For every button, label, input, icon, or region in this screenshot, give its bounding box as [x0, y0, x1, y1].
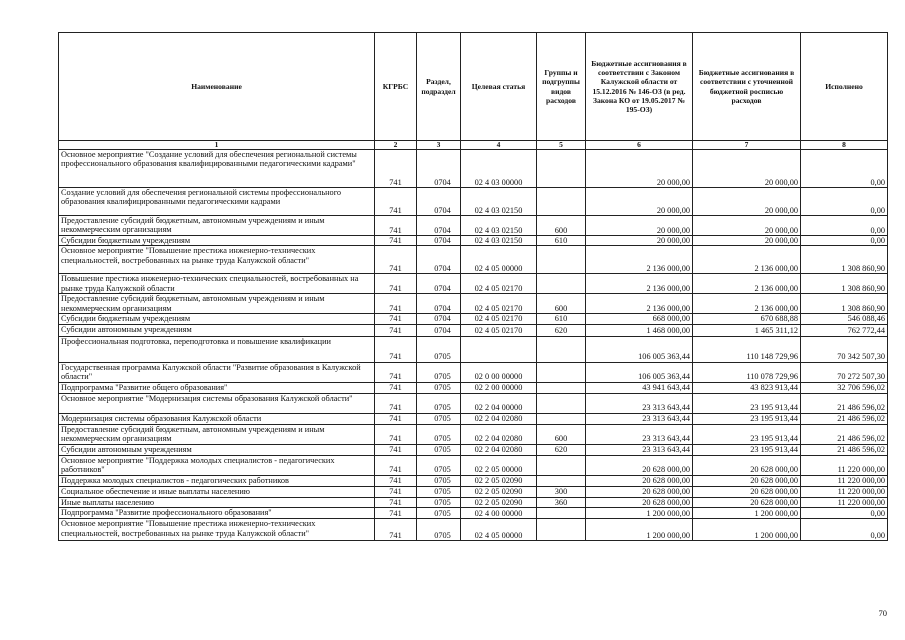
row-executed: 70 272 507,30 — [801, 362, 888, 382]
row-group — [537, 246, 586, 274]
row-kgrbs: 741 — [375, 413, 417, 424]
table-row — [59, 455, 888, 475]
row-section: 0705 — [417, 393, 461, 413]
table-row — [59, 413, 888, 424]
row-name: Субсидии автономным учреждениям — [59, 444, 375, 455]
row-group — [537, 382, 586, 393]
table-row — [59, 475, 888, 486]
row-kgrbs: 741 — [375, 393, 417, 413]
row-budget: 1 468 000,00 — [586, 324, 693, 336]
row-article: 02 2 04 00000 — [461, 393, 537, 413]
row-name: Повышение престижа инженерно-технических специальностей, востребованных на рынке труда Калужской области — [59, 274, 375, 294]
row-name: Государственная программа Калужской области "Развитие образования в Калужской области" — [59, 362, 375, 382]
row-section: 0705 — [417, 382, 461, 393]
row-group — [537, 475, 586, 486]
row-section: 0705 — [417, 508, 461, 519]
row-group: 600 — [537, 294, 586, 314]
row-name: Субсидии бюджетным учреждениям — [59, 314, 375, 324]
table-row — [59, 497, 888, 507]
row-name: Создание условий для обеспечения региональной системы профессионального образования квалифицированными педагогическими кадрами — [59, 188, 375, 216]
row-name: Иные выплаты населению — [59, 497, 375, 507]
table-row — [59, 444, 888, 455]
row-group — [537, 508, 586, 519]
row-executed: 0,00 — [801, 519, 888, 541]
header-name: Наименование — [59, 33, 375, 141]
row-article: 02 4 05 02170 — [461, 324, 537, 336]
row-refined: 670 688,88 — [693, 314, 801, 324]
row-kgrbs: 741 — [375, 519, 417, 541]
row-section: 0705 — [417, 424, 461, 444]
row-budget: 668 000,00 — [586, 314, 693, 324]
row-name: Поддержка молодых специалистов - педагогических работников — [59, 475, 375, 486]
row-article: 02 4 03 02150 — [461, 188, 537, 216]
row-name: Основное мероприятие "Повышение престижа инженерно-технических специальностей, востребованных на рынке труда Калужской области" — [59, 519, 375, 541]
row-refined: 20 628 000,00 — [693, 475, 801, 486]
row-executed: 21 486 596,02 — [801, 413, 888, 424]
table-row — [59, 382, 888, 393]
row-article: 02 2 04 02080 — [461, 424, 537, 444]
row-name: Основное мероприятие "Повышение престижа инженерно-технических специальностей, востребованных на рынке труда Калужской области" — [59, 246, 375, 274]
row-executed: 0,00 — [801, 150, 888, 188]
table-row — [59, 150, 888, 188]
row-name: Основное мероприятие "Модернизация системы образования Калужской области" — [59, 393, 375, 413]
column-number: 4 — [461, 141, 537, 150]
row-refined: 23 195 913,44 — [693, 424, 801, 444]
row-kgrbs: 741 — [375, 486, 417, 497]
column-number: 5 — [537, 141, 586, 150]
row-executed: 546 088,46 — [801, 314, 888, 324]
row-kgrbs: 741 — [375, 362, 417, 382]
row-kgrbs: 741 — [375, 508, 417, 519]
row-budget: 23 313 643,44 — [586, 444, 693, 455]
table-row — [59, 294, 888, 314]
row-refined: 23 195 913,44 — [693, 413, 801, 424]
row-executed: 1 308 860,90 — [801, 246, 888, 274]
row-executed: 21 486 596,02 — [801, 444, 888, 455]
row-kgrbs: 741 — [375, 324, 417, 336]
row-kgrbs: 741 — [375, 336, 417, 362]
row-refined: 1 465 311,12 — [693, 324, 801, 336]
row-group — [537, 455, 586, 475]
row-executed: 11 220 000,00 — [801, 486, 888, 497]
row-kgrbs: 741 — [375, 294, 417, 314]
row-name: Модернизация системы образования Калужской области — [59, 413, 375, 424]
table-row — [59, 508, 888, 519]
row-name: Основное мероприятие "Создание условий для обеспечения региональной системы профессионального образования квалифицированными педагогическими кадрами" — [59, 150, 375, 188]
table-row — [59, 236, 888, 246]
row-kgrbs: 741 — [375, 314, 417, 324]
row-refined: 2 136 000,00 — [693, 274, 801, 294]
row-refined: 110 078 729,96 — [693, 362, 801, 382]
header-group: Группы и подгруппы видов расходов — [537, 33, 586, 141]
row-kgrbs: 741 — [375, 382, 417, 393]
row-name: Профессиональная подготовка, переподготовка и повышение квалификации — [59, 336, 375, 362]
row-group — [537, 393, 586, 413]
row-refined: 20 628 000,00 — [693, 497, 801, 507]
header-row — [59, 33, 888, 141]
row-refined: 20 000,00 — [693, 216, 801, 236]
table-row — [59, 336, 888, 362]
row-executed: 0,00 — [801, 188, 888, 216]
row-article: 02 2 04 02080 — [461, 444, 537, 455]
table-row — [59, 324, 888, 336]
header-section: Раздел, подраздел — [417, 33, 461, 141]
row-executed: 70 342 507,30 — [801, 336, 888, 362]
row-refined: 1 200 000,00 — [693, 519, 801, 541]
row-name: Подпрограмма "Развитие общего образования" — [59, 382, 375, 393]
row-article — [461, 336, 537, 362]
row-group: 620 — [537, 444, 586, 455]
row-budget: 106 005 363,44 — [586, 362, 693, 382]
row-name: Подпрограмма "Развитие профессионального образования" — [59, 508, 375, 519]
row-article: 02 2 05 02090 — [461, 475, 537, 486]
row-name: Предоставление субсидий бюджетным, автономным учреждениям и иным некоммерческим организациям — [59, 294, 375, 314]
row-budget: 23 313 643,44 — [586, 424, 693, 444]
page-number: 70 — [878, 608, 887, 618]
row-kgrbs: 741 — [375, 475, 417, 486]
header-refined: Бюджетные ассигнования в соответствии с уточненной бюджетной росписью расходов — [693, 33, 801, 141]
row-budget: 20 628 000,00 — [586, 486, 693, 497]
row-section: 0704 — [417, 236, 461, 246]
row-executed: 0,00 — [801, 216, 888, 236]
row-section: 0704 — [417, 324, 461, 336]
row-refined: 23 195 913,44 — [693, 393, 801, 413]
row-group — [537, 336, 586, 362]
row-budget: 43 941 643,44 — [586, 382, 693, 393]
row-executed: 32 706 596,02 — [801, 382, 888, 393]
row-budget: 20 628 000,00 — [586, 475, 693, 486]
row-executed: 0,00 — [801, 508, 888, 519]
row-budget: 20 000,00 — [586, 216, 693, 236]
row-article: 02 4 03 02150 — [461, 216, 537, 236]
row-kgrbs: 741 — [375, 150, 417, 188]
row-article: 02 4 05 00000 — [461, 519, 537, 541]
row-name: Субсидии бюджетным учреждениям — [59, 236, 375, 246]
row-budget: 2 136 000,00 — [586, 274, 693, 294]
column-number: 1 — [59, 141, 375, 150]
row-article: 02 2 04 02080 — [461, 413, 537, 424]
row-kgrbs: 741 — [375, 497, 417, 507]
row-name: Субсидии автономным учреждениям — [59, 324, 375, 336]
row-name: Предоставление субсидий бюджетным, автономным учреждениям и иным некоммерческим организациям — [59, 216, 375, 236]
row-section: 0704 — [417, 246, 461, 274]
row-executed: 11 220 000,00 — [801, 475, 888, 486]
row-refined: 110 148 729,96 — [693, 336, 801, 362]
row-section: 0705 — [417, 519, 461, 541]
table-body — [59, 150, 888, 541]
row-group — [537, 274, 586, 294]
row-name: Предоставление субсидий бюджетным, автономным учреждениям и иным некоммерческим организациям — [59, 424, 375, 444]
row-article: 02 4 05 00000 — [461, 246, 537, 274]
row-group — [537, 150, 586, 188]
row-executed: 21 486 596,02 — [801, 393, 888, 413]
row-group: 300 — [537, 486, 586, 497]
row-executed: 11 220 000,00 — [801, 455, 888, 475]
header-budget: Бюджетные ассигнования в соответствии с Законом Калужской области от 15.12.2016 № 146-ОЗ (в ред. Закона КО от 19.05.2017 № 195-ОЗ) — [586, 33, 693, 141]
row-section: 0705 — [417, 455, 461, 475]
column-number: 6 — [586, 141, 693, 150]
row-budget: 23 313 643,44 — [586, 413, 693, 424]
table-row — [59, 314, 888, 324]
column-number: 2 — [375, 141, 417, 150]
row-article: 02 4 00 00000 — [461, 508, 537, 519]
row-budget: 20 000,00 — [586, 188, 693, 216]
row-article: 02 2 00 00000 — [461, 382, 537, 393]
row-kgrbs: 741 — [375, 188, 417, 216]
row-kgrbs: 741 — [375, 455, 417, 475]
row-section: 0704 — [417, 150, 461, 188]
row-refined: 2 136 000,00 — [693, 294, 801, 314]
row-name: Основное мероприятие "Поддержка молодых специалистов - педагогических работников" — [59, 455, 375, 475]
column-number: 8 — [801, 141, 888, 150]
row-kgrbs: 741 — [375, 246, 417, 274]
row-section: 0705 — [417, 413, 461, 424]
row-kgrbs: 741 — [375, 424, 417, 444]
row-article: 02 2 05 00000 — [461, 455, 537, 475]
column-number: 7 — [693, 141, 801, 150]
row-article: 02 4 03 02150 — [461, 236, 537, 246]
row-group — [537, 188, 586, 216]
row-budget: 1 200 000,00 — [586, 519, 693, 541]
row-executed: 0,00 — [801, 236, 888, 246]
row-group: 620 — [537, 324, 586, 336]
row-budget: 23 313 643,44 — [586, 393, 693, 413]
row-refined: 23 195 913,44 — [693, 444, 801, 455]
row-article: 02 4 03 00000 — [461, 150, 537, 188]
budget-table — [58, 32, 888, 541]
row-refined: 2 136 000,00 — [693, 246, 801, 274]
table-row — [59, 519, 888, 541]
row-section: 0704 — [417, 216, 461, 236]
row-article: 02 0 00 00000 — [461, 362, 537, 382]
row-kgrbs: 741 — [375, 236, 417, 246]
row-refined: 1 200 000,00 — [693, 508, 801, 519]
row-kgrbs: 741 — [375, 216, 417, 236]
table-row — [59, 424, 888, 444]
row-kgrbs: 741 — [375, 274, 417, 294]
row-group: 610 — [537, 314, 586, 324]
column-number: 3 — [417, 141, 461, 150]
row-article: 02 4 05 02170 — [461, 314, 537, 324]
row-executed: 1 308 860,90 — [801, 294, 888, 314]
row-refined: 43 823 913,44 — [693, 382, 801, 393]
row-group: 360 — [537, 497, 586, 507]
row-group — [537, 362, 586, 382]
row-refined: 20 000,00 — [693, 150, 801, 188]
row-group: 610 — [537, 236, 586, 246]
row-article: 02 2 05 02090 — [461, 486, 537, 497]
row-section: 0704 — [417, 188, 461, 216]
row-budget: 20 000,00 — [586, 236, 693, 246]
row-name: Социальное обеспечение и иные выплаты населению — [59, 486, 375, 497]
row-article: 02 4 05 02170 — [461, 294, 537, 314]
row-budget: 106 005 363,44 — [586, 336, 693, 362]
row-group: 600 — [537, 216, 586, 236]
row-refined: 20 000,00 — [693, 188, 801, 216]
table-row — [59, 486, 888, 497]
row-section: 0705 — [417, 444, 461, 455]
table-row — [59, 188, 888, 216]
header-article: Целевая статья — [461, 33, 537, 141]
row-kgrbs: 741 — [375, 444, 417, 455]
row-article: 02 2 05 02090 — [461, 497, 537, 507]
table-row — [59, 274, 888, 294]
row-executed: 11 220 000,00 — [801, 497, 888, 507]
row-refined: 20 000,00 — [693, 236, 801, 246]
row-budget: 2 136 000,00 — [586, 246, 693, 274]
row-budget: 1 200 000,00 — [586, 508, 693, 519]
table-row — [59, 393, 888, 413]
row-section: 0705 — [417, 362, 461, 382]
row-refined: 20 628 000,00 — [693, 455, 801, 475]
row-executed: 762 772,44 — [801, 324, 888, 336]
column-number-row — [59, 141, 888, 150]
row-article: 02 4 05 02170 — [461, 274, 537, 294]
row-group — [537, 519, 586, 541]
row-budget: 20 628 000,00 — [586, 455, 693, 475]
row-refined: 20 628 000,00 — [693, 486, 801, 497]
row-section: 0704 — [417, 314, 461, 324]
header-kgrbs: КГРБС — [375, 33, 417, 141]
row-section: 0705 — [417, 475, 461, 486]
row-section: 0705 — [417, 497, 461, 507]
header-executed: Исполнено — [801, 33, 888, 141]
row-executed: 1 308 860,90 — [801, 274, 888, 294]
row-section: 0705 — [417, 486, 461, 497]
row-section: 0704 — [417, 294, 461, 314]
row-group — [537, 413, 586, 424]
row-budget: 20 628 000,00 — [586, 497, 693, 507]
table-row — [59, 216, 888, 236]
row-executed: 21 486 596,02 — [801, 424, 888, 444]
row-section: 0704 — [417, 274, 461, 294]
row-budget: 20 000,00 — [586, 150, 693, 188]
table-row — [59, 362, 888, 382]
table-row — [59, 246, 888, 274]
row-budget: 2 136 000,00 — [586, 294, 693, 314]
row-section: 0705 — [417, 336, 461, 362]
row-group: 600 — [537, 424, 586, 444]
